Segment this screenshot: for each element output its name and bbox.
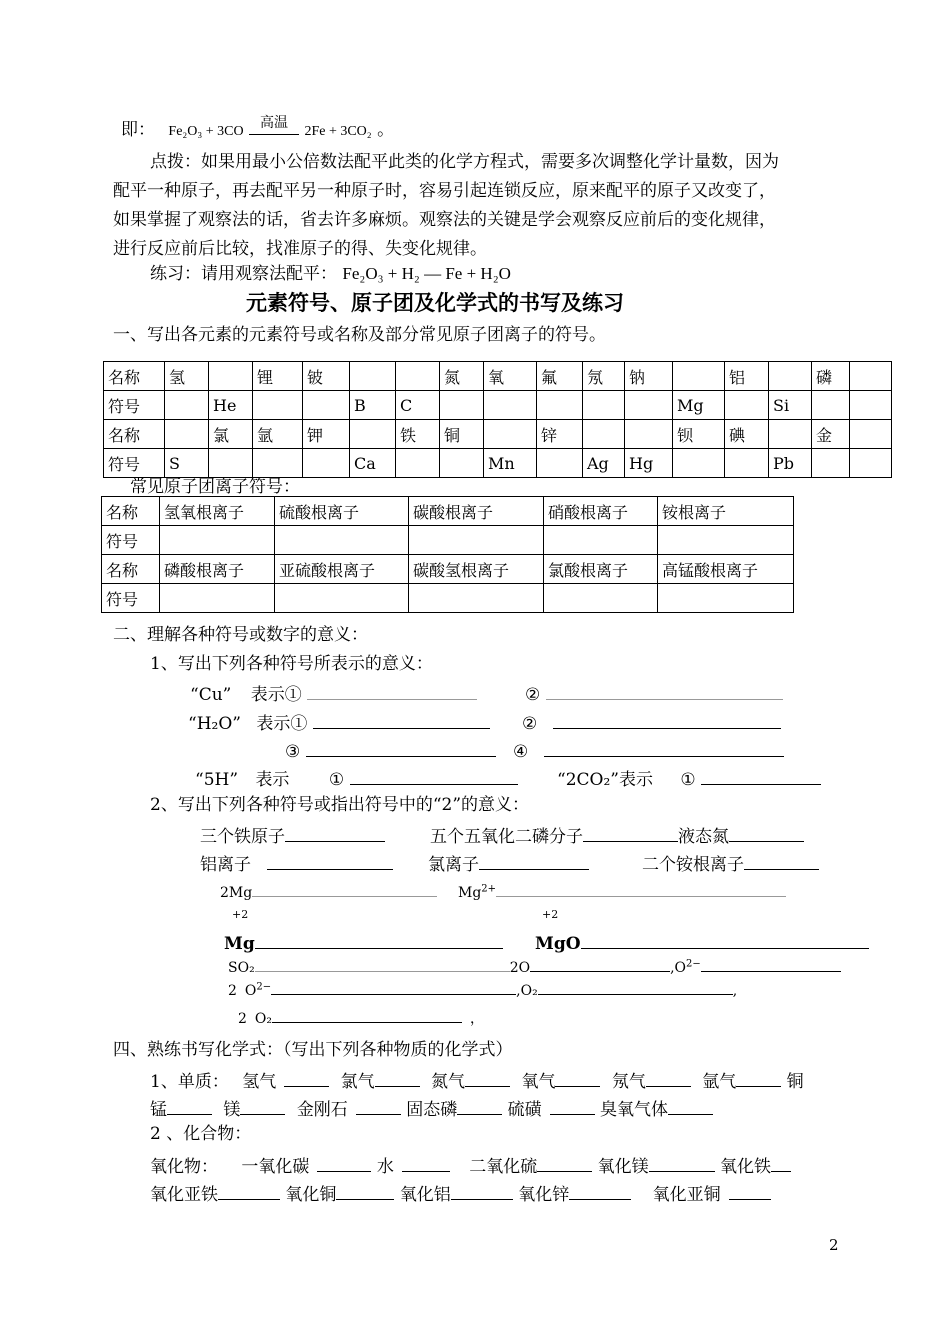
practice-label: 练习：请用观察法配平： [150,264,337,284]
answer-cell[interactable] [812,449,850,478]
answer-fe2o3[interactable] [771,1153,791,1172]
item-liquid-n: 液态氮 [678,827,729,847]
section2-heading: 二、理解各种符号或数字的意义： [113,625,368,645]
two-o2minus-line [228,980,737,1000]
table-cell: B [350,391,396,420]
answer-cell[interactable] [396,449,440,478]
o2minus-label: O [674,960,687,976]
answer-ne[interactable] [646,1068,691,1087]
answer-al-ion[interactable] [267,851,393,870]
element-row [104,391,892,420]
intro-prefix: 即： [121,120,155,140]
answer-so2[interactable] [537,1153,592,1172]
co2-answer[interactable] [701,766,821,785]
answer-cell[interactable] [209,362,253,391]
answer-n2[interactable] [465,1068,510,1087]
oxide-feo: 氧化亚铁 [150,1185,218,1205]
ion-row [102,526,794,555]
equation-condition [249,115,299,140]
single-cu: 铜 [786,1072,804,1092]
two2-label: 2 [238,1011,247,1027]
answer-cell[interactable] [209,449,253,478]
answer-cell[interactable] [544,584,658,613]
row-header-cell: 名称 [102,555,160,584]
mg-valence-label: Mg [224,934,255,954]
table-cell: Ca [350,449,396,478]
answer-mn[interactable] [167,1096,212,1115]
answer-diamond[interactable] [356,1096,401,1115]
answer-cell[interactable] [537,391,583,420]
equation-rhs: 2Fe + 3CO₂ [304,124,372,139]
table-cell: 磷 [812,362,850,391]
cu-label: “Cu” [190,685,232,705]
table-cell: Hg [625,449,673,478]
table-cell: 氯酸根离子 [544,555,658,584]
row-header-cell: 名称 [102,497,160,526]
answer-cell[interactable] [673,362,725,391]
answer-cell[interactable] [275,584,409,613]
practice-line [150,264,511,284]
answer-cell[interactable] [583,391,625,420]
mg2-label: 2Mg [220,885,253,901]
ion-heading: 常见原子团离子符号： [130,477,300,497]
table-cell: 钡 [673,420,725,449]
answer-s[interactable] [550,1096,595,1115]
table-cell: 氩 [253,420,303,449]
table-cell: 氟 [537,362,583,391]
mg2-answer[interactable] [252,882,437,897]
table-cell: 高锰酸根离子 [658,555,794,584]
plus2-mark-1: +2 [232,908,249,921]
cu-answer-2[interactable] [546,681,783,700]
answer-cell[interactable] [625,420,673,449]
single-line-1 [150,1068,804,1092]
h2o-circle-4: ④ [513,742,529,762]
single-mn: 锰 [150,1100,167,1120]
single-ne: 氖气 [611,1072,646,1092]
item-three-iron: 三个铁原子 [200,827,285,847]
o2minus-answer[interactable] [701,957,841,972]
o2minus2-charge: 2− [256,981,272,993]
oxide-so2: 二氧化硫 [469,1157,538,1177]
answer-liquid-n[interactable] [729,823,804,842]
table-cell: Mn [484,449,537,478]
compound-label: 2 、化合物： [150,1124,252,1144]
two-label: 2 [228,983,237,999]
comma-3: , [732,983,738,999]
element-row [104,420,892,449]
h5-circle: ① [328,770,345,790]
answer-p[interactable] [457,1096,502,1115]
element-row [104,362,892,391]
items-a-1 [200,823,385,847]
table-cell: 锌 [537,420,583,449]
mgo-valence-answer[interactable] [581,930,869,949]
table-cell: 碳酸根离子 [409,497,544,526]
oxide-cu2o: 氧化亚铜 [652,1185,721,1205]
answer-co[interactable] [317,1153,371,1172]
mg2plus-charge: 2+ [481,883,497,895]
answer-mg[interactable] [240,1096,285,1115]
answer-cell[interactable] [725,391,769,420]
oxide-label: 氧化物： [150,1157,218,1177]
answer-three-iron[interactable] [285,823,385,842]
item-p2o5: 五个五氧化二磷分子 [430,827,583,847]
table-cell: 氧 [484,362,537,391]
h2o-line [188,710,490,734]
answer-cell[interactable] [165,391,209,420]
table-cell: 锂 [253,362,303,391]
h2o-line-3 [285,738,496,762]
tip-line-2: 配平一种原子，再去配平另一种原子时，容易引起连锁反应，原来配平的原子又改变了， [113,181,776,201]
answer-cell[interactable] [769,362,812,391]
table-cell: 铝 [725,362,769,391]
mg2-line [220,882,437,902]
oxide-line-2 [150,1181,771,1205]
single-ar: 氩气 [702,1072,737,1092]
single-p: 固态磷 [406,1100,458,1120]
mg2plus-line [458,882,786,902]
answer-cell[interactable] [625,391,673,420]
answer-cell[interactable] [484,420,537,449]
q1-text: 1、写出下列各种符号所表示的意义： [150,654,433,674]
single-line-2 [150,1096,713,1120]
answer-cell[interactable] [253,391,303,420]
h5-line [195,766,518,790]
table-cell: S [165,449,209,478]
o2b-answer[interactable] [272,1008,462,1023]
oxide-fe2o3: 氧化铁 [720,1157,772,1177]
answer-cell[interactable] [409,526,544,555]
h2o-line-2 [522,710,781,734]
tip-line-1: 点拨：如果用最小公倍数法配平此类的化学方程式，需要多次调整化学计量数，因为 [150,152,779,172]
so2-line [228,957,841,977]
ion-row [102,555,794,584]
single-cl2: 氯气 [340,1072,375,1092]
comma-2: , [516,983,521,999]
oxide-al2o3: 氧化铝 [399,1185,451,1205]
answer-cell[interactable] [850,391,892,420]
tip-line-3: 如果掌握了观察法的话，省去许多麻烦。观察法的关键是学会观察反应前后的变化规律， [113,210,776,230]
h2o-line-4 [513,738,784,762]
o2b-label: O₂ [254,1011,273,1027]
o2-answer[interactable] [538,980,733,995]
answer-cell[interactable] [160,584,275,613]
answer-o3[interactable] [668,1096,713,1115]
h5-label: “5H” [195,770,239,790]
answer-zno[interactable] [569,1181,631,1200]
answer-cell[interactable] [658,584,794,613]
mgo-valence-line [535,930,869,954]
answer-cell[interactable] [812,391,850,420]
table-cell: 铁 [396,420,440,449]
items-b-1 [200,851,393,875]
row-header-cell: 名称 [104,362,165,391]
mg-valence-answer[interactable] [255,930,503,949]
item-cl-ion: 氯离子 [428,855,479,875]
answer-al2o3[interactable] [451,1181,513,1200]
cu-answer-1[interactable] [307,681,477,700]
table-cell: 钠 [625,362,673,391]
mgo-valence-label: MgO [535,934,581,954]
section4-heading: 四、熟练书写化学式：（写出下列各种物质的化学式） [113,1040,513,1060]
single-diamond: 金刚石 [296,1100,348,1120]
item-nh4-ion: 二个铵根离子 [642,855,744,875]
row-header-cell: 符号 [104,449,165,478]
practice-equation: Fe₂O₃ + H₂ — Fe + H₂O [342,264,511,283]
oxide-co: 一氧化碳 [241,1157,310,1177]
table-cell: 氢 [165,362,209,391]
section1-heading: 一、写出各元素的元素符号或名称及部分常见原子团离子的符号。 [113,325,606,345]
answer-cu2o[interactable] [729,1181,771,1200]
element-row [104,449,892,478]
o2minus2-answer[interactable] [271,980,516,995]
single-s: 硫磺 [507,1100,542,1120]
single-mg: 镁 [223,1100,241,1120]
so2-label: SO₂ [228,960,255,976]
o2minus-charge: 2− [686,958,701,970]
oxide-line-1 [150,1153,791,1177]
h5-answer[interactable] [350,766,518,785]
cu-circle-2: ② [525,685,541,705]
answer-cell[interactable] [769,420,812,449]
mg-valence-line [224,930,503,954]
cu-line [190,681,477,705]
single-n2: 氮气 [431,1072,466,1092]
mg2plus-label: Mg [458,885,482,901]
ion-row [102,584,794,613]
h2o-circle-2: ② [522,714,538,734]
mg2plus-answer[interactable] [496,882,786,897]
page-number: 2 [829,1236,839,1254]
ion-table [101,496,794,613]
single-h2: 氢气 [242,1072,277,1092]
answer-nh4-ion[interactable] [744,851,819,870]
single-o3: 臭氧气体 [600,1100,669,1120]
cu-line-2 [525,681,783,705]
equation-arrow-line [249,134,299,135]
answer-cell[interactable] [350,420,396,449]
answer-cell[interactable] [440,449,484,478]
h2o-answer-4[interactable] [544,738,784,757]
o20-answer[interactable] [530,957,670,972]
table-cell: 碳酸氢根离子 [409,555,544,584]
h2o-answer-3[interactable] [306,738,496,757]
answer-cl-ion[interactable] [479,851,589,870]
answer-cell[interactable] [440,391,484,420]
oxide-cuo: 氧化铜 [285,1185,337,1205]
answer-cell[interactable] [725,449,769,478]
answer-cell[interactable] [303,391,350,420]
answer-h2o[interactable] [402,1153,450,1172]
answer-cell[interactable] [396,362,440,391]
answer-cell[interactable] [583,420,625,449]
table-cell: C [396,391,440,420]
page-title: 元素符号、原子团及化学式的书写及练习 [246,291,624,315]
row-header-cell: 符号 [102,526,160,555]
answer-cell[interactable] [850,449,892,478]
intro-equation-line [121,115,395,141]
row-header-cell: 符号 [104,391,165,420]
tip-line-4: 进行反应前后比较，找准原子的得、失变化规律。 [113,239,487,259]
oxide-zno: 氧化锌 [518,1185,570,1205]
so2-answer[interactable] [255,957,510,972]
h2o-label: “H₂O” [188,714,241,734]
oxide-mgo: 氧化镁 [597,1157,649,1177]
co2-line [557,766,821,790]
co2-label: “2CO₂”表示 [557,770,653,790]
h2o-answer-2[interactable] [553,710,781,729]
table-cell: 硫酸根离子 [275,497,409,526]
oxide-h2o: 水 [376,1157,394,1177]
equation-end: 。 [377,120,395,140]
h2o-answer-1[interactable] [313,710,490,729]
items-b-2 [428,851,589,875]
answer-cell[interactable] [850,362,892,391]
cu-show: 表示① [250,685,302,705]
table-cell: 铜 [440,420,484,449]
table-cell: 金 [812,420,850,449]
answer-ar[interactable] [736,1068,781,1087]
co2-circle: ① [680,770,696,790]
table-cell: Mg [673,391,725,420]
table-cell: He [209,391,253,420]
answer-cell[interactable] [850,420,892,449]
answer-cell[interactable] [350,362,396,391]
answer-cell[interactable] [544,526,658,555]
answer-p2o5[interactable] [583,823,678,842]
table-cell: Ag [583,449,625,478]
answer-cell[interactable] [160,526,275,555]
answer-cl2[interactable] [375,1068,420,1087]
table-cell: 亚硫酸根离子 [275,555,409,584]
ion-row [102,497,794,526]
table-cell: 硝酸根离子 [544,497,658,526]
comma-1: , [670,960,675,976]
o20-label: 2O [509,960,531,976]
answer-cell[interactable] [484,391,537,420]
answer-h2[interactable] [284,1068,329,1087]
items-a-2 [430,823,804,847]
table-cell: 碘 [725,420,769,449]
answer-cell[interactable] [165,420,209,449]
answer-cell[interactable] [303,449,350,478]
table-cell: Pb [769,449,812,478]
table-cell: Si [769,391,812,420]
table-cell: 氢氧根离子 [160,497,275,526]
answer-cell[interactable] [409,584,544,613]
h2o-circle-3: ③ [285,742,301,762]
table-cell: 铵根离子 [658,497,794,526]
answer-cell[interactable] [275,526,409,555]
two-o2-line [238,1008,484,1028]
single-o2: 氧气 [521,1072,556,1092]
h5-show: 表示 [255,770,290,790]
table-cell: 钾 [303,420,350,449]
table-cell: 磷酸根离子 [160,555,275,584]
table-cell: 氯 [209,420,253,449]
answer-feo[interactable] [218,1181,280,1200]
element-table [103,361,892,478]
table-cell: 铍 [303,362,350,391]
answer-cell[interactable] [658,526,794,555]
answer-cuo[interactable] [336,1181,394,1200]
row-header-cell: 符号 [102,584,160,613]
h2o-show: 表示① [256,714,308,734]
answer-cell[interactable] [673,449,725,478]
answer-mgo[interactable] [649,1153,715,1172]
item-al-ion: 铝离子 [200,855,251,875]
answer-cell[interactable] [537,449,583,478]
answer-o2[interactable] [555,1068,600,1087]
o2-label: O₂ [520,983,538,999]
equation-lhs: Fe₂O₃ + 3CO [168,124,244,139]
single-label: 1、单质： [150,1072,229,1092]
items-b-3 [642,851,819,875]
plus2-mark-2: +2 [542,908,559,921]
o2minus2-label: O [244,983,257,999]
table-cell: 氖 [583,362,625,391]
answer-cell[interactable] [253,449,303,478]
row-header-cell: 名称 [104,420,165,449]
q2-text: 2、写出下列各种符号或指出符号中的“2”的意义： [150,795,530,815]
table-cell: 氮 [440,362,484,391]
comma-4: ， [470,1011,485,1027]
condition-label: 高温 [260,115,289,131]
